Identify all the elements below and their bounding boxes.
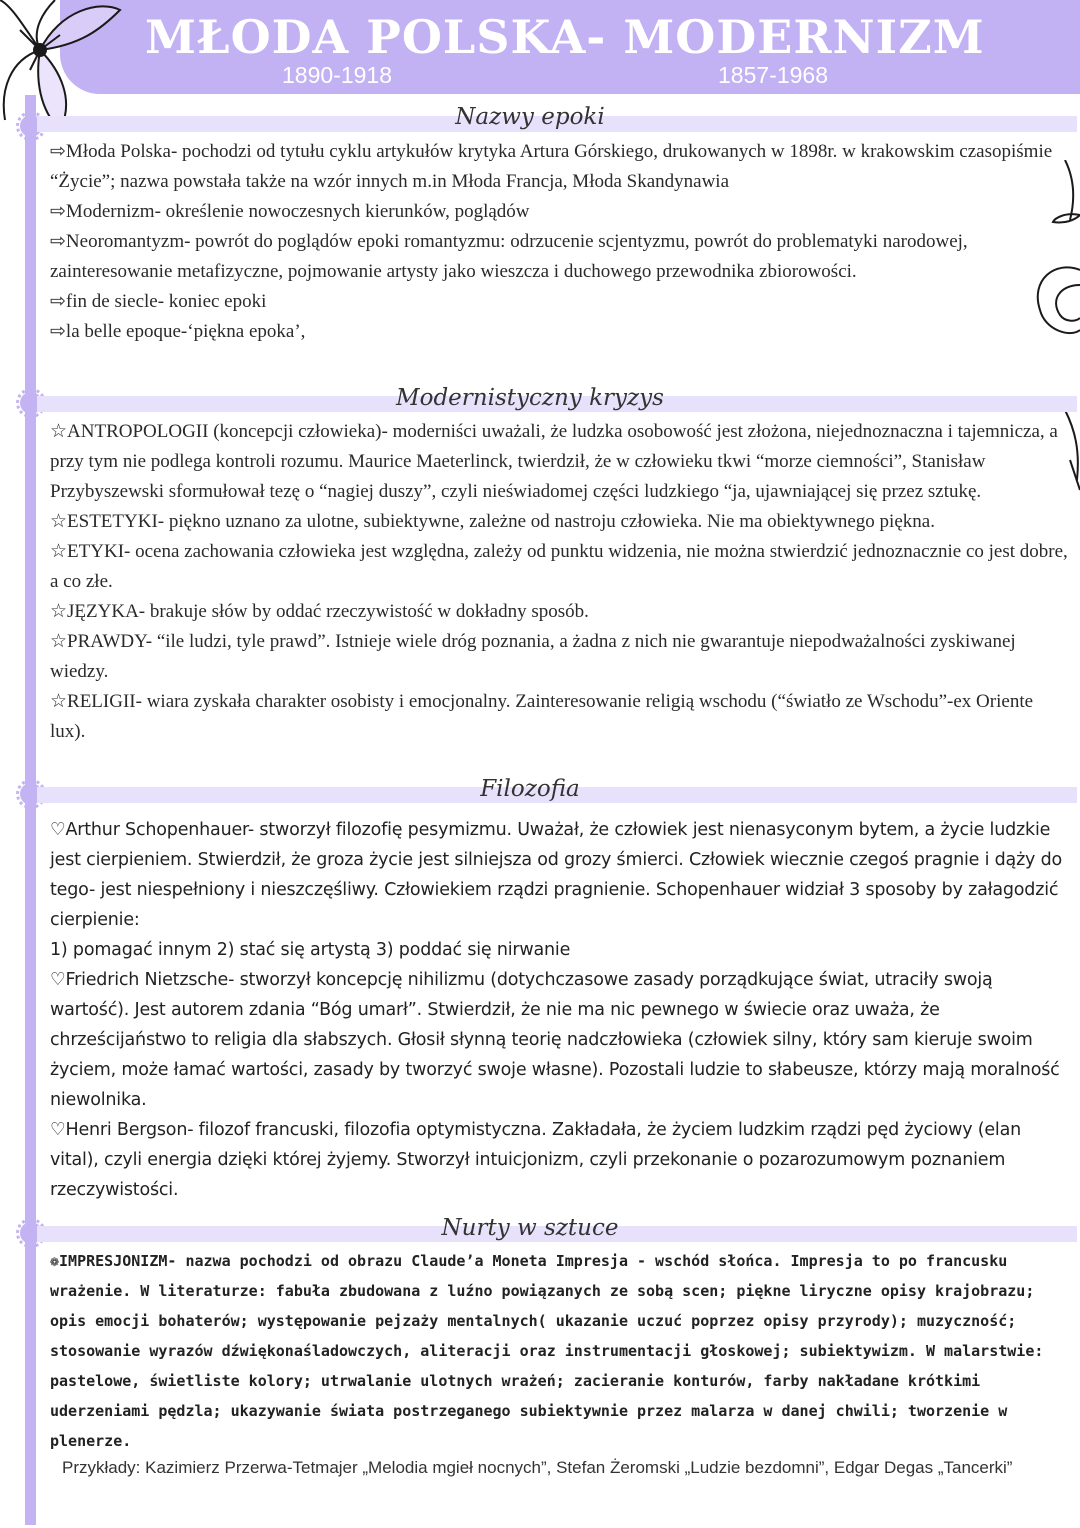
section-filozofia <box>50 815 1070 1205</box>
list-item: ♡Henri Bergson- filozof francuski, filozofia optymistyczna. Zakładała, że życiem ludzkim rządzi pęd życiowy (elan vital), czyli energia dzięki której żyjemy. Stworzył intuicjonizm, czyli przekonanie o pozarozumowym poznaniem rzeczywistości. <box>50 1120 1022 1200</box>
list-item: ☆ETYKI- ocena zachowania człowieka jest względna, zależy od punktu widzenia, nie można stwierdzić jednoznacznie co jest dobre, a co złe. <box>50 541 1068 592</box>
list-item: ♡Arthur Schopenhauer- stworzył filozofię pesymizmu. Uważał, że człowiek jest nienasyconym bytem, a życie ludzkie jest cierpieniem. Stwierdził, że groza życie jest silniejsza od grozy śmierci. Człowiek wiecznie czegoś pragnie i dąży do tego- jest niespełniony i nieszczęśliwy. Człowiekiem rządzi pragnienie. Schopenhauer widział 3 sposoby by załagodzić cierpienie: <box>50 820 1062 930</box>
page-title: MŁODA POLSKA- MODERNIZM <box>145 10 985 64</box>
section-title-filozofia: Filozofia <box>480 776 580 802</box>
list-item: ☆RELIGII- wiara zyskała charakter osobisty i emocjonalny. Zainteresowanie religią wschodu (“światło ze Wschodu”-ex Oriente lux). <box>50 691 1034 742</box>
list-item: ⇨la belle epoque-‘piękna epoka’, <box>50 321 306 342</box>
list-item: 1) pomagać innym 2) stać się artystą 3) poddać się nirwanie <box>50 940 571 960</box>
section-title-modernistyczny-kryzys: Modernistyczny kryzys <box>396 385 664 411</box>
section-nurty-w-sztuce <box>50 1246 1070 1456</box>
list-item: ⇨fin de siecle- koniec epoki <box>50 291 267 312</box>
section-title-nurty-w-sztuce: Nurty w sztuce <box>441 1215 619 1241</box>
list-item: ☆ANTROPOLOGII (koncepcji człowieka)- moderniści uważali, że ludzka osobowość jest złożona, niejednoznaczna i tajemnicza, a przy tym nie podlega kontroli rozumu. Maurice Maeterlinck, twierdził, że w człowieku tkwi “morze ciemności”, Stanisław Przybyszewski sformułował tezę o “nagiej duszy”, czyli nieświadomej części ludzkiego “ja, ujawniającej się przez sztukę. <box>50 421 1058 502</box>
section-modernistyczny-kryzys <box>50 417 1070 747</box>
date-range-modernizm: 1857-1968 <box>718 62 828 88</box>
section-title-nazwy-epoki: Nazwy epoki <box>455 104 605 130</box>
list-item: ☆ESTETYKI- piękno uznano za ulotne, subiektywne, zależne od nastroju człowieka. Nie ma obiektywnego piękna. <box>50 511 935 532</box>
examples-line: Przykłady: Kazimierz Przerwa-Tetmajer „Melodia mgieł nocnych”, Stefan Żeromski „Ludzie bezdomni”, Edgar Degas „Tancerki” <box>62 1458 1013 1477</box>
list-item: ☆JĘZYKA- brakuje słów by oddać rzeczywistość w dokładny sposób. <box>50 601 589 622</box>
date-range-mloda-polska: 1890-1918 <box>282 62 392 88</box>
list-item: ♡Friedrich Nietzsche- stworzył koncepcję nihilizmu (dotychczasowe zasady porządkujące świat, utraciły swoją wartość). Jest autorem zdania “Bóg umarł”. Stwierdził, że nie ma nic pewnego w świecie oraz uważa, że chrześcijaństwo to religia dla słabszych. Głosił słynną teorię nadczłowieka (człowiek silny, który sam kieruje swoim życiem, może łamać wartości, zasady by tworzyć swoje własne). Pozostali ludzie to słabeusze, którzy mają moralność niewolnika. <box>50 970 1060 1110</box>
list-item: ❁IMPRESJONIZM- nazwa pochodzi od obrazu Claude’a Moneta Impresja - wschód słońca. Impresja to po francusku wrażenie. W literaturze: fabuła zbudowana z luźno powiązanych ze sobą scen; piękne liryczne opisy krajobrazu; opis emocji bohaterów; występowanie pejzaży mentalnych( ukazanie uczuć poprzez opisy przyrody); muzyczność; stosowanie wyrazów dźwiękonaśladowczych, aliteracji oraz instrumentacji głoskowej; subiektywizm. W malarstwie: pastelowe, świetliste kolory; utrwalanie ulotnych wrażeń; zacieranie konturów, farby nakładane krótkimi uderzeniami pędzla; ukazywanie świata postrzeganego subiektywnie przez malarza w danej chwili; tworzenie w plenerze. <box>50 1252 1044 1450</box>
timeline-line <box>25 95 36 1525</box>
list-item: ☆PRAWDY- “ile ludzi, tyle prawd”. Istnieje wiele dróg poznania, a żadna z nich nie gwarantuje niepodważalności zyskiwanej wiedzy. <box>50 631 1016 682</box>
list-item: ⇨Modernizm- określenie nowoczesnych kierunków, poglądów <box>50 201 530 222</box>
list-item: ⇨Neoromantyzm- powrót do poglądów epoki romantyzmu: odrzucenie scjentyzmu, powrót do problematyki narodowej, zainteresowanie metafizyczne, pojmowanie artysty jako wieszcza i duchowego przewodnika zbiorowości. <box>50 231 968 282</box>
list-item: ⇨Młoda Polska- pochodzi od tytułu cyklu artykułów krytyka Artura Górskiego, drukowanych w 1898r. w krakowskim czasopiśmie “Życie”; nazwa powstała także na wzór innych m.in Młoda Francja, Młoda Skandynawia <box>50 141 1053 192</box>
section-nazwy-epoki <box>50 137 1070 347</box>
